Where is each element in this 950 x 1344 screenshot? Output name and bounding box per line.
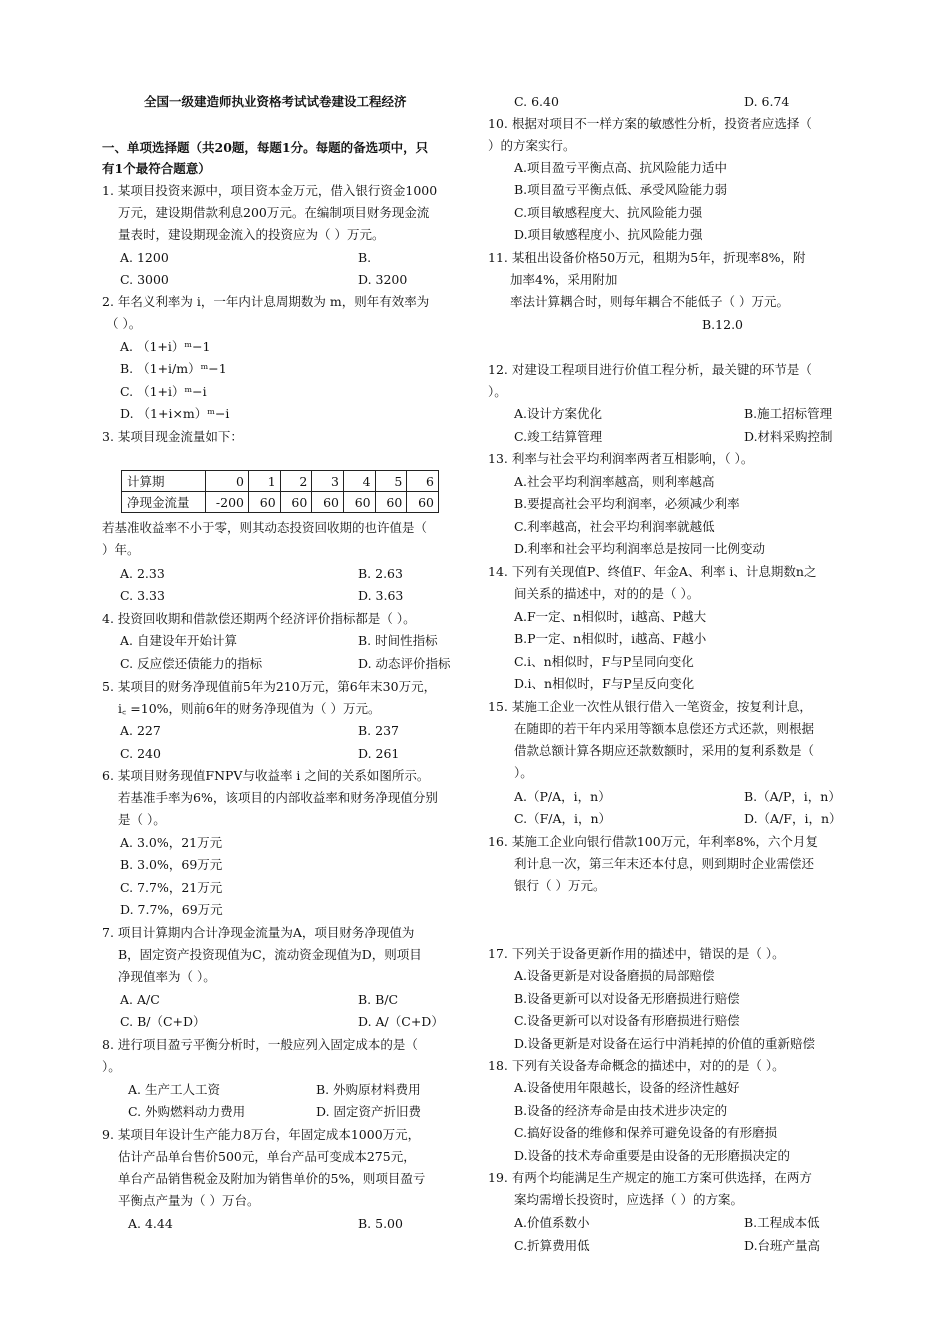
option-b: B. 2.63 bbox=[358, 566, 403, 581]
option-a: A. （1+i）ᵐ−1 bbox=[120, 339, 211, 354]
option-b: B. 时间性指标 bbox=[358, 633, 438, 648]
option-d: D.利率和社会平均利润率总是按同一比例变动 bbox=[514, 541, 766, 556]
question-3-line: 若基准收益率不小于零，则其动态投资回收期的也许值是（ bbox=[102, 520, 428, 535]
option-a: A. 2.33 bbox=[120, 566, 165, 581]
option-c: C.搞好设备的维修和保养可避免设备的有形磨损 bbox=[514, 1125, 778, 1140]
table-cell: 4 bbox=[343, 471, 375, 492]
table-cell: 2 bbox=[280, 471, 312, 492]
option-d: D. （1+i×m）ᵐ−i bbox=[120, 406, 230, 421]
question-14-line: 间关系的描述中，对的的是（ ）。 bbox=[514, 586, 700, 601]
question-14: 14. 下列有关现值P、终值F、年金A、利率 i、计息期数n之 bbox=[488, 564, 817, 579]
question-16: 16. 某施工企业向银行借款100万元，年利率8%，六个月复 bbox=[488, 834, 819, 849]
option-d: D. 3200 bbox=[358, 272, 408, 287]
option-d: D.设备更新是对设备在运行中消耗掉的价值的重新赔偿 bbox=[514, 1036, 816, 1051]
question-2: 2. 年名义利率为 i，一年内计息周期数为 m，则年有效率为 bbox=[102, 294, 430, 309]
table-cell: 60 bbox=[312, 492, 344, 513]
question-1-line: 量表时，建设期现金流入的投资应为（ ）万元。 bbox=[118, 227, 385, 242]
option-c: C.（F/A，i，n） bbox=[514, 811, 612, 826]
option-d: D. 7.7%，69万元 bbox=[120, 902, 223, 917]
question-8: 8. 进行项目盈亏平衡分析时，一般应列入固定成本的是（ bbox=[102, 1037, 418, 1052]
question-16-line: 利计息一次，第三年末还本付息，则到期时企业需偿还 bbox=[514, 856, 815, 871]
option-d: D. 固定资产折旧费 bbox=[316, 1104, 422, 1119]
question-10: 10. 根据对项目不一样方案的敏感性分析，投资者应选择（ bbox=[488, 116, 812, 131]
option-b: B. （1+i/m）ᵐ−1 bbox=[120, 361, 227, 376]
cash-flow-table bbox=[121, 470, 439, 513]
question-16-line: 银行（ ）万元。 bbox=[514, 878, 606, 893]
question-17: 17. 下列关于设备更新作用的描述中，错误的是（ ）。 bbox=[488, 946, 785, 961]
question-7-line: 净现值率为（ ）。 bbox=[118, 969, 216, 984]
question-8-line: ）。 bbox=[102, 1059, 121, 1074]
question-1: 1. 某项目投资来源中，项目资本金万元，借入银行资金1000 bbox=[102, 183, 438, 198]
option-a: A.设备使用年限越长，设备的经济性越好 bbox=[514, 1080, 740, 1095]
option-d: D.（A/F，i，n） bbox=[744, 811, 842, 826]
option-d: D. 动态评价指标 bbox=[358, 656, 451, 671]
question-10-line: ）的方案实行。 bbox=[488, 138, 576, 153]
question-19: 19. 有两个均能满足生产规定的施工方案可供选择，在两方 bbox=[488, 1170, 812, 1185]
option-a: A. 1200 bbox=[120, 250, 169, 265]
table-cell: -200 bbox=[206, 492, 249, 513]
table-cell: 60 bbox=[249, 492, 281, 513]
table-cell: 6 bbox=[407, 471, 439, 492]
question-6-line: 若基准手率为6%，该项目的内部收益率和财务净现值分别 bbox=[118, 790, 438, 805]
table-cell: 60 bbox=[280, 492, 312, 513]
option-a: A.设备更新是对设备磨损的局部赔偿 bbox=[514, 968, 715, 983]
option-a: A.价值系数小 bbox=[514, 1215, 590, 1230]
option-d: D.项目敏感程度小、抗风险能力强 bbox=[514, 227, 703, 242]
option-b: B. bbox=[358, 250, 372, 265]
question-9-line: 平衡点产量为（ ）万台。 bbox=[118, 1193, 260, 1208]
question-15-line: ）。 bbox=[514, 765, 533, 780]
table-cell: 60 bbox=[375, 492, 407, 513]
question-6: 6. 某项目财务现值FNPV与收益率 i 之间的关系如图所示。 bbox=[102, 768, 430, 783]
option-a: A. A/C bbox=[120, 992, 160, 1007]
option-b: B. 5.00 bbox=[358, 1216, 403, 1231]
option-a: A. 4.44 bbox=[128, 1216, 173, 1231]
exam-title: 全国一级建造师执业资格考试试卷建设工程经济 bbox=[144, 94, 407, 109]
option-a: A.（P/A，i，n） bbox=[514, 789, 611, 804]
table-header-row bbox=[122, 471, 439, 492]
option-a: A. 3.0%，21万元 bbox=[120, 835, 223, 850]
option-b: B. 237 bbox=[358, 723, 399, 738]
option-b: B. 3.0%，69万元 bbox=[120, 857, 223, 872]
question-5-line: i꜀ =10%，则前6年的财务净现值为（ ）万元。 bbox=[118, 701, 381, 716]
option-c: C.项目敏感程度大、抗风险能力强 bbox=[514, 205, 703, 220]
option-a: A.F一定、n相似时，i越高、P越大 bbox=[514, 609, 707, 624]
question-11: 11. 某租出设备价格50万元，租期为5年，折现率8%，附 bbox=[488, 250, 806, 265]
option-d: D. 6.74 bbox=[744, 94, 790, 109]
table-cell: 3 bbox=[312, 471, 344, 492]
option-d: D.台班产量高 bbox=[744, 1238, 821, 1253]
option-c: C. （1+i）ᵐ−i bbox=[120, 384, 207, 399]
question-2-line: （ ）。 bbox=[106, 316, 142, 331]
question-4: 4. 投资回收期和借款偿还期两个经济评价指标都是（ ）。 bbox=[102, 611, 416, 626]
option-b: B.要提高社会平均利润率，必须减少利率 bbox=[514, 496, 740, 511]
question-15: 15. 某施工企业一次性从银行借入一笔资金，按复利计息， bbox=[488, 699, 812, 714]
question-3-line: ）年。 bbox=[102, 542, 140, 557]
section-heading-cont: 有1个最符合题意） bbox=[102, 161, 211, 176]
question-15-line: 在随即的若干年内采用等额本息偿还方式还款，则根据 bbox=[514, 721, 815, 736]
option-c: C.设备更新可以对设备有形磨损进行赔偿 bbox=[514, 1013, 740, 1028]
option-a: A. 生产工人工资 bbox=[128, 1082, 220, 1097]
question-9: 9. 某项目年设计生产能力8万台，年固定成本1000万元， bbox=[102, 1127, 421, 1142]
question-18: 18. 下列有关设备寿命概念的描述中，对的的是（ ）。 bbox=[488, 1058, 785, 1073]
question-13: 13. 利率与社会平均利润率两者互相影响，（ ）。 bbox=[488, 451, 754, 466]
table-cell: 5 bbox=[375, 471, 407, 492]
option-d: D. A/（C+D） bbox=[358, 1014, 444, 1029]
option-b: B.设备更新可以对设备无形磨损进行赔偿 bbox=[514, 991, 740, 1006]
option-c: C.i、n相似时，F与P呈同向变化 bbox=[514, 654, 694, 669]
option-d: D.设备的技术寿命重要是由设备的无形磨损决定的 bbox=[514, 1148, 791, 1163]
option-a: A. 227 bbox=[120, 723, 161, 738]
option-a: A.项目盈亏平衡点高、抗风险能力适中 bbox=[514, 160, 728, 175]
option-c: C. 外购燃料动力费用 bbox=[128, 1104, 246, 1119]
option-c: C.折算费用低 bbox=[514, 1238, 590, 1253]
option-c: C. 3000 bbox=[120, 272, 169, 287]
question-11-line: 加率4%，采用附加 bbox=[510, 272, 618, 287]
option-c: C. 反应偿还债能力的指标 bbox=[120, 656, 263, 671]
option-d: D.材料采购控制 bbox=[744, 429, 833, 444]
table-cell: 1 bbox=[249, 471, 281, 492]
question-5: 5. 某项目的财务净现值前5年为210万元，第6年末30万元， bbox=[102, 679, 437, 694]
option-b: B.项目盈亏平衡点低、承受风险能力弱 bbox=[514, 182, 728, 197]
question-12-line: ）。 bbox=[488, 384, 507, 399]
option-b: B.工程成本低 bbox=[744, 1215, 820, 1230]
option-a: A.设计方案优化 bbox=[514, 406, 603, 421]
option-c: C. 6.40 bbox=[514, 94, 559, 109]
option-d: D.i、n相似时，F与P呈反向变化 bbox=[514, 676, 695, 691]
option-c: C. 7.7%，21万元 bbox=[120, 880, 223, 895]
question-7: 7. 项目计算期内合计净现金流量为A，项目财务净现值为 bbox=[102, 925, 415, 940]
question-11-line: 率法计算耦合时，则每年耦合不能低子（ ）万元。 bbox=[510, 294, 789, 309]
question-6-line: 是（ ）。 bbox=[118, 812, 166, 827]
section-heading: 一、单项选择题（共20题，每题1分。每题的备选项中，只 bbox=[102, 140, 429, 155]
option-b: B.P一定、n相似时，i越高、F越小 bbox=[514, 631, 707, 646]
question-1-line: 万元，建设期借款利息200万元。在编制项目财务现金流 bbox=[118, 205, 430, 220]
option-c: C.竣工结算管理 bbox=[514, 429, 603, 444]
option-b: B.（A/P，i，n） bbox=[744, 789, 841, 804]
option-d: D. 3.63 bbox=[358, 588, 404, 603]
question-15-line: 借款总额计算各期应还款数额时，采用的复利系数是（ bbox=[514, 743, 815, 758]
option-b: B. B/C bbox=[358, 992, 399, 1007]
table-cell: 60 bbox=[407, 492, 439, 513]
option-a: A. 自建设年开始计算 bbox=[120, 633, 237, 648]
option-b: B.12.0 bbox=[702, 317, 743, 332]
question-7-line: B，固定资产投资现值为C，流动资金现值为D，则项目 bbox=[118, 947, 422, 962]
question-3: 3. 某项目现金流量如下： bbox=[102, 429, 243, 444]
table-cell: 60 bbox=[343, 492, 375, 513]
question-9-line: 单台产品销售税金及附加为销售单价的5%，则项目盈亏 bbox=[118, 1171, 426, 1186]
option-c: C. B/（C+D） bbox=[120, 1014, 206, 1029]
option-b: B.施工招标管理 bbox=[744, 406, 833, 421]
option-d: D. 261 bbox=[358, 746, 400, 761]
option-c: C. 240 bbox=[120, 746, 161, 761]
question-9-line: 估计产品单台售价500元，单台产品可变成本275元， bbox=[118, 1149, 416, 1164]
option-a: A.社会平均利润率越高，则利率越高 bbox=[514, 474, 715, 489]
table-cell: 计算期 bbox=[122, 471, 206, 492]
table-cell: 0 bbox=[206, 471, 249, 492]
table-row bbox=[122, 492, 439, 513]
table-cell: 净现金流量 bbox=[122, 492, 206, 513]
option-b: B.设备的经济寿命是由技术进步决定的 bbox=[514, 1103, 728, 1118]
question-12: 12. 对建设工程项目进行价值工程分析，最关键的环节是（ bbox=[488, 362, 812, 377]
option-b: B. 外购原材料费用 bbox=[316, 1082, 421, 1097]
option-c: C.利率越高，社会平均利润率就越低 bbox=[514, 519, 715, 534]
question-19-line: 案均需增长投资时，应选择（ ）的方案。 bbox=[514, 1192, 743, 1207]
option-c: C. 3.33 bbox=[120, 588, 165, 603]
